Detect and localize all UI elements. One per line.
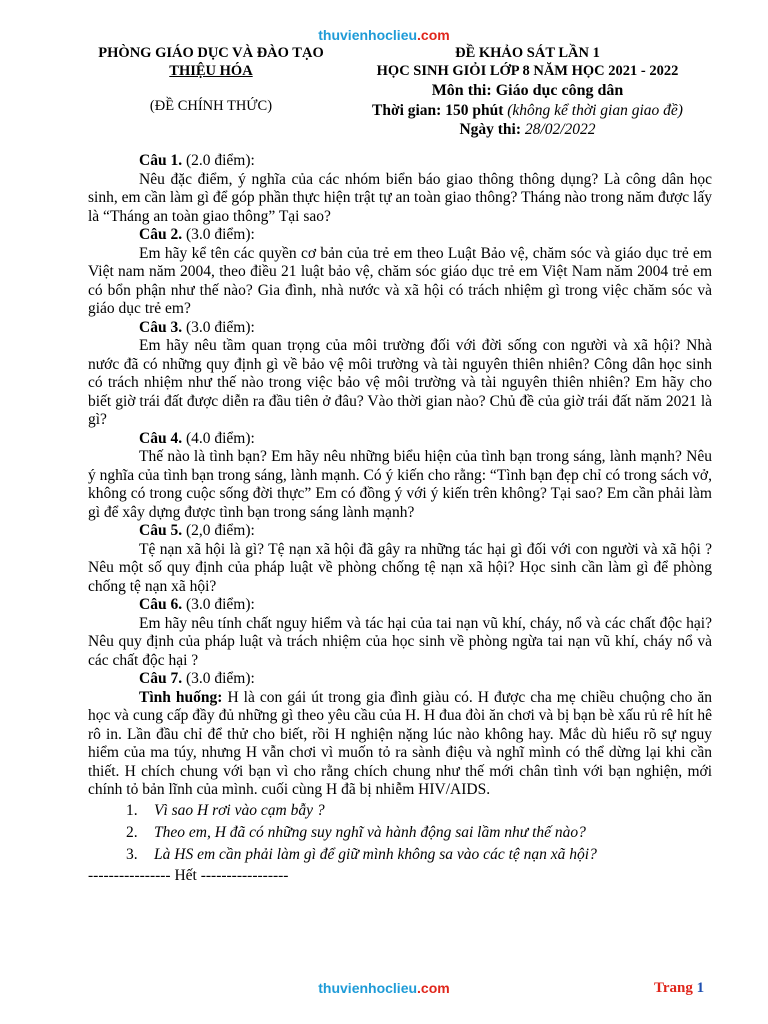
official-label: (ĐỀ CHÍNH THỨC) xyxy=(149,98,273,114)
question-4-heading: Câu 4. (4.0 điểm): xyxy=(139,429,255,447)
list-item: 2. Theo em, H đã có những suy nghĩ và hành động sai lầm như thế nào? xyxy=(126,823,586,841)
site-watermark-top: thuvienhoclieu.com xyxy=(318,27,450,43)
question-1-heading: Câu 1. (2.0 điểm): xyxy=(139,152,255,169)
list-item: 1. Vì sao H rơi vào cạm bẫy ? xyxy=(126,801,325,819)
page-number: Trang 1 xyxy=(654,980,705,996)
question-2-body: Em hãy kể tên các quyền cơ bản của trẻ em theo Luật Bảo vệ, chăm sóc và giáo dục trẻ em Việt nam năm 2004, theo điều 21 luật bảo vệ, chăm sóc giáo dục trẻ em Việt Nam năm 2004 trẻ em có bổn phận như thế nào? Gia đình, nhà nước và xã hội có trách nhiệm gì trong việc chăm sóc và giáo dục trẻ em? xyxy=(88,244,712,317)
question-3-heading: Câu 3. (3.0 điểm): xyxy=(139,318,255,336)
department-name: PHÒNG GIÁO DỤC VÀ ĐÀO TẠO xyxy=(98,45,324,61)
question-3-body: Em hãy nêu tầm quan trọng của môi trường đối với đời sống con người và xã hội? Nhà nước đã có những quy định gì về bảo vệ môi trường và tài nguyên thiên nhiên? Công dân học sinh có trách nhiệm như thế nào trong việc bảo vệ môi trường và tài nguyên thiên nhiên? Em hãy cho biết giờ trái đất được diễn ra đầu tiên ở đâu? Vào thời gian nào? Chủ đề của giờ trái đất năm 2021 là gì? xyxy=(88,337,712,428)
list-item: 3. Là HS em cần phải làm gì để giữ mình không sa vào các tệ nạn xã hội? xyxy=(126,845,597,863)
question-1-body: Nêu đặc điểm, ý nghĩa của các nhóm biển báo giao thông thông dụng? Là công dân học sinh, em cần làm gì để góp phần thực hiện trật tự an toàn giao thông? Tháng nào trong năm được lấy là “Tháng an toàn giao thông” Tại sao? xyxy=(88,170,712,225)
exam-content xyxy=(88,152,712,886)
exam-subject: Môn thi: Giáo dục công dân xyxy=(431,82,624,99)
district-name: THIỆU HÓA xyxy=(169,63,253,79)
question-4-body: Thế nào là tình bạn? Em hãy nêu những biểu hiện của tình bạn trong sáng, lành mạnh? Nêu ý nghĩa của tình bạn trong sáng, lành mạnh. Có ý kiến cho rằng: “Tình bạn đẹp chỉ có trong sách vở, không có trong cuộc sống đời thực” Em có đồng ý với ý kiến trên không? Tại sao? Em cần phải làm gì để xây dựng được tình bạn trong sáng lành mạnh? xyxy=(88,448,712,521)
exam-title: ĐỀ KHẢO SÁT LẦN 1 xyxy=(455,45,600,61)
question-2-heading: Câu 2. (3.0 điểm): xyxy=(139,226,255,243)
exam-time: Thời gian: 150 phút (không kể thời gian giao đề) xyxy=(372,102,683,119)
end-marker: ---------------- Hết ----------------- xyxy=(88,866,289,884)
question-6-body: Em hãy nêu tính chất nguy hiểm và tác hại của tai nạn vũ khí, cháy, nổ và các chất độc hại? Nêu quy định của pháp luật và trách nhiệm của học sinh về phòng ngừa tai nạn vũ khí, cháy nổ và các chất độc hại ? xyxy=(88,614,712,669)
exam-subtitle: HỌC SINH GIỎI LỚP 8 NĂM HỌC 2021 - 2022 xyxy=(376,63,679,79)
question-7-heading: Câu 7. (3.0 điểm): xyxy=(139,670,255,687)
question-6-heading: Câu 6. (3.0 điểm): xyxy=(139,596,255,613)
header-left xyxy=(80,44,342,115)
site-watermark-bottom: thuvienhoclieu.com xyxy=(318,980,450,996)
question-5-body: Tệ nạn xã hội là gì? Tệ nạn xã hội đã gây ra những tác hại gì đối với con người và xã hội ? Nêu một số quy định của pháp luật về phòng chống tệ nạn xã hội? Học sinh cần làm gì để phòng chống tệ nạn xã hội? xyxy=(88,540,712,595)
exam-date: Ngày thi: 28/02/2022 xyxy=(459,121,596,138)
question-7-items xyxy=(88,800,712,866)
question-7-body: Tình huống: H là con gái út trong gia đình giàu có. H được cha mẹ chiều chuộng cho ăn học và cung cấp đầy đủ những gì theo yêu cầu của H. H đua đòi ăn chơi và bị bạn bè xấu rủ rê hít hê rô in. Lần đầu chỉ để thử cho biết, rồi H nghiện nặng lúc nào không hay. Mắc dù hiểu rõ sự nguy hiểm của ma túy, nhưng H vẫn chơi vì muốn tỏ ra sành điệu và nghĩ mình có thể dừng lại khi cần thiết. H chích chung với bạn vì cho rằng chích chung như thế mới chân tình với bạn nghiện, mới chính tỏ bản lĩnh của mình. cuối cùng H đã bị nhiễm HIV/AIDS. xyxy=(88,688,712,798)
question-5-heading: Câu 5. (2,0 điểm): xyxy=(139,522,255,539)
header-right xyxy=(350,44,705,139)
